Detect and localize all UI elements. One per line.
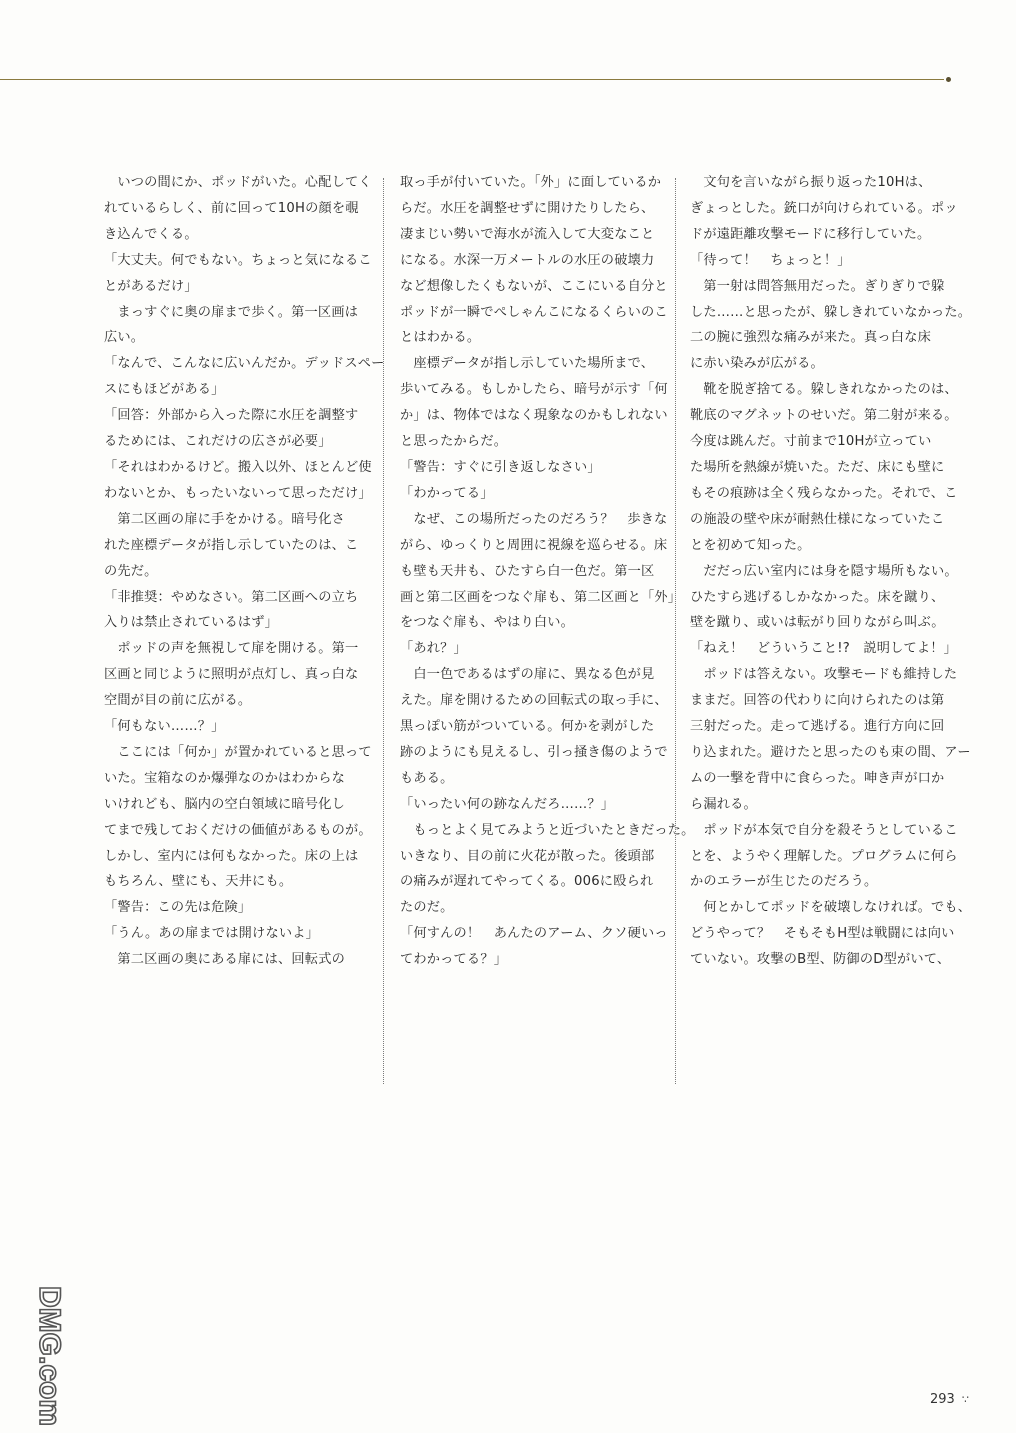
text-line: ていない。攻撃のB型、防御のD型がいて、 [690, 952, 951, 968]
text-line: ぎょっとした。銃口が向けられている。ポッ [690, 200, 958, 216]
text-line: スにもほどがある」 [104, 382, 225, 398]
text-line: 跡のようにも見えるし、引っ掻き傷のようで [400, 744, 668, 760]
text-line: らだ。水圧を調整せずに開けたりしたら、 [400, 200, 655, 216]
header-rule [0, 79, 944, 80]
text-line: 「待って！ ちょっと！」 [690, 252, 851, 268]
text-line: ままだ。回答の代わりに向けられたのは第 [690, 693, 945, 709]
text-line: いきなり、目の前に火花が散った。後頭部 [400, 848, 655, 864]
text-line: いけれども、脳内の空白領域に暗号化し [104, 796, 345, 812]
text-line: き込んでくる。 [104, 226, 198, 242]
text-line: 「いったい何の跡なんだろ……？」 [400, 796, 615, 812]
text-line: もっとよく見てみようと近づいたときだった。 [400, 822, 695, 838]
text-line: しかし、室内には何もなかった。床の上は [104, 848, 359, 864]
text-line: まっすぐに奥の扉まで歩く。第一区画は [104, 304, 359, 320]
text-line: どうやって？ そもそもH型は戦闘には向い [690, 926, 955, 942]
text-line: かのエラーが生じたのだろう。 [690, 874, 878, 890]
text-line: も壁も天井も、ひたすら白一色だ。第一区 [400, 563, 655, 579]
text-line: いつの間にか、ポッドがいた。心配してく [104, 175, 372, 190]
text-line: ポッドが本気で自分を殺そうとしているこ [690, 822, 958, 838]
text-line: ここには「何か」が置かれていると思って [104, 744, 372, 760]
text-line: とを初めて知った。 [690, 537, 811, 553]
text-line: 「なんで、こんなに広いんだか。デッドスペー [104, 356, 385, 372]
text-column-1 [104, 170, 385, 973]
text-line: の施設の壁や床が耐熱仕様になっていたこ [690, 511, 945, 527]
text-line: 「それはわかるけど。搬入以外、ほとんど使 [104, 459, 372, 475]
text-line: 黒っぽい筋がついている。何かを剥がした [400, 719, 655, 735]
text-line: 文句を言いながら振り返った10Hは、 [690, 175, 932, 190]
text-line: なぜ、この場所だったのだろう？ 歩きな [400, 511, 668, 527]
text-line: わないとか、もったいないって思っただけ」 [104, 485, 372, 501]
text-line: 今度は跳んだ。寸前まで10Hが立ってい [690, 434, 932, 450]
text-line: だだっ広い室内には身を隠す場所もない。 [690, 563, 958, 579]
text-line: 「非推奨：やめなさい。第二区画への立ち [104, 589, 359, 605]
page-number: 293 [930, 1392, 955, 1407]
text-line: れた座標データが指し示していたのは、こ [104, 537, 359, 553]
text-line: えた。扉を開けるための回転式の取っ手に、 [400, 693, 668, 709]
text-line: 二の腕に強烈な痛みが来た。真っ白な床 [690, 330, 931, 346]
text-line: 入りは禁止されているはず」 [104, 615, 279, 631]
text-line: に赤い染みが広がる。 [690, 356, 824, 372]
text-column-2 [400, 170, 695, 973]
text-line: てわかってる？」 [400, 952, 508, 968]
text-line: 区画と同じように照明が点灯し、真っ白な [104, 667, 359, 683]
text-line: 広い。 [104, 330, 145, 346]
text-line: 「警告：すぐに引き返しなさい」 [400, 459, 601, 475]
text-line: 「わかってる」 [400, 485, 494, 501]
text-line: いた。宝箱なのか爆弾なのかはわからな [104, 770, 345, 786]
text-line: ムの一撃を背中に食らった。呻き声が口か [690, 770, 945, 786]
watermark-text: DMG.com [33, 1286, 66, 1427]
text-line: した……と思ったが、躱しきれていなかった。 [690, 304, 972, 320]
text-line: もある。 [400, 770, 454, 786]
text-line: 凄まじい勢いで海水が流入して大変なこと [400, 226, 655, 242]
text-line: とを、ようやく理解した。プログラムに何ら [690, 848, 958, 864]
text-line: がら、ゆっくりと周囲に視線を巡らせる。床 [400, 537, 668, 553]
text-line: り込まれた。避けたと思ったのも束の間、アー [690, 744, 971, 760]
text-line: をつなぐ扉も、やはり白い。 [400, 615, 575, 631]
text-line: れているらしく、前に回って10Hの顔を覗 [104, 200, 359, 216]
text-line: 取っ手が付いていた。「外」に面しているか [400, 175, 662, 190]
text-line: 第二区画の扉に手をかける。暗号化さ [104, 511, 345, 527]
text-line: の痛みが遅れてやってくる。006に殴られ [400, 874, 654, 890]
column-separator [383, 178, 384, 1084]
text-line: 「何すんの！ あんたのアーム、クソ硬いっ [400, 926, 668, 942]
text-line: た場所を熱線が焼いた。ただ、床にも壁に [690, 459, 945, 475]
text-line: ポッドの声を無視して扉を開ける。第一 [104, 641, 359, 657]
text-line: の先だ。 [104, 563, 158, 579]
text-line: 何とかしてポッドを破壊しなければ。でも、 [690, 900, 972, 916]
text-line: 座標データが指し示していた場所まで、 [400, 356, 655, 372]
watermark-logo [10, 1282, 66, 1427]
text-line: と思ったからだ。 [400, 434, 508, 450]
text-line: 画と第二区画をつなぐ扉も、第二区画と「外」 [400, 589, 682, 605]
text-line: もちろん、壁にも、天井にも。 [104, 874, 293, 890]
text-line: たのだ。 [400, 900, 454, 916]
column-separator [675, 178, 676, 1084]
text-column-3 [690, 170, 972, 973]
text-line: 三射だった。走って逃げる。進行方向に回 [690, 719, 945, 735]
text-line: ポッドは答えない。攻撃モードも維持した [690, 667, 958, 683]
text-line: 「回答：外部から入った際に水圧を調整す [104, 408, 359, 424]
text-line: ポッドが一瞬でぺしゃんこになるくらいのこ [400, 304, 668, 320]
text-line: 靴底のマグネットのせいだ。第二射が来る。 [690, 408, 958, 424]
text-line: 「あれ？」 [400, 641, 467, 657]
text-line: 空間が目の前に広がる。 [104, 693, 252, 709]
text-line: 「大丈夫。何でもない。ちょっと気になるこ [104, 252, 372, 268]
page-mark-icon: ∵ [962, 1393, 968, 1406]
text-line: もその痕跡は全く残らなかった。それで、こ [690, 485, 958, 501]
text-line: など想像したくもないが、ここにいる自分と [400, 278, 668, 294]
text-line: 「何もない……？」 [104, 719, 225, 735]
text-line: ら漏れる。 [690, 796, 757, 812]
text-line: とがあるだけ」 [104, 278, 198, 294]
text-line: 靴を脱ぎ捨てる。躱しきれなかったのは、 [690, 382, 958, 398]
text-line: になる。水深一万メートルの水圧の破壊力 [400, 252, 655, 268]
text-line: か」は、物体ではなく現象なのかもしれない [400, 408, 668, 424]
text-line: るためには、これだけの広さが必要」 [104, 434, 332, 450]
text-line: 「うん。あの扉までは開けないよ」 [104, 926, 319, 942]
text-line: 壁を蹴り、或いは転がり回りながら叫ぶ。 [690, 615, 945, 631]
text-line: 「ねえ！ どういうこと!? 説明してよ！」 [690, 641, 958, 657]
text-line: 第一射は問答無用だった。ぎりぎりで躱 [690, 278, 945, 294]
text-line: とはわかる。 [400, 330, 481, 346]
text-line: 「警告：この先は危険」 [104, 900, 252, 916]
text-line: 第二区画の奥にある扉には、回転式の [104, 952, 345, 968]
text-line: 歩いてみる。もしかしたら、暗号が示す「何 [400, 382, 668, 398]
header-rule-dot [946, 77, 951, 82]
text-line: ひたすら逃げるしかなかった。床を蹴り、 [690, 589, 945, 605]
text-line: てまで残しておくだけの価値があるものが。 [104, 822, 372, 838]
text-line: 白一色であるはずの扉に、異なる色が見 [400, 667, 655, 683]
text-line: ドが遠距離攻撃モードに移行していた。 [690, 226, 931, 242]
